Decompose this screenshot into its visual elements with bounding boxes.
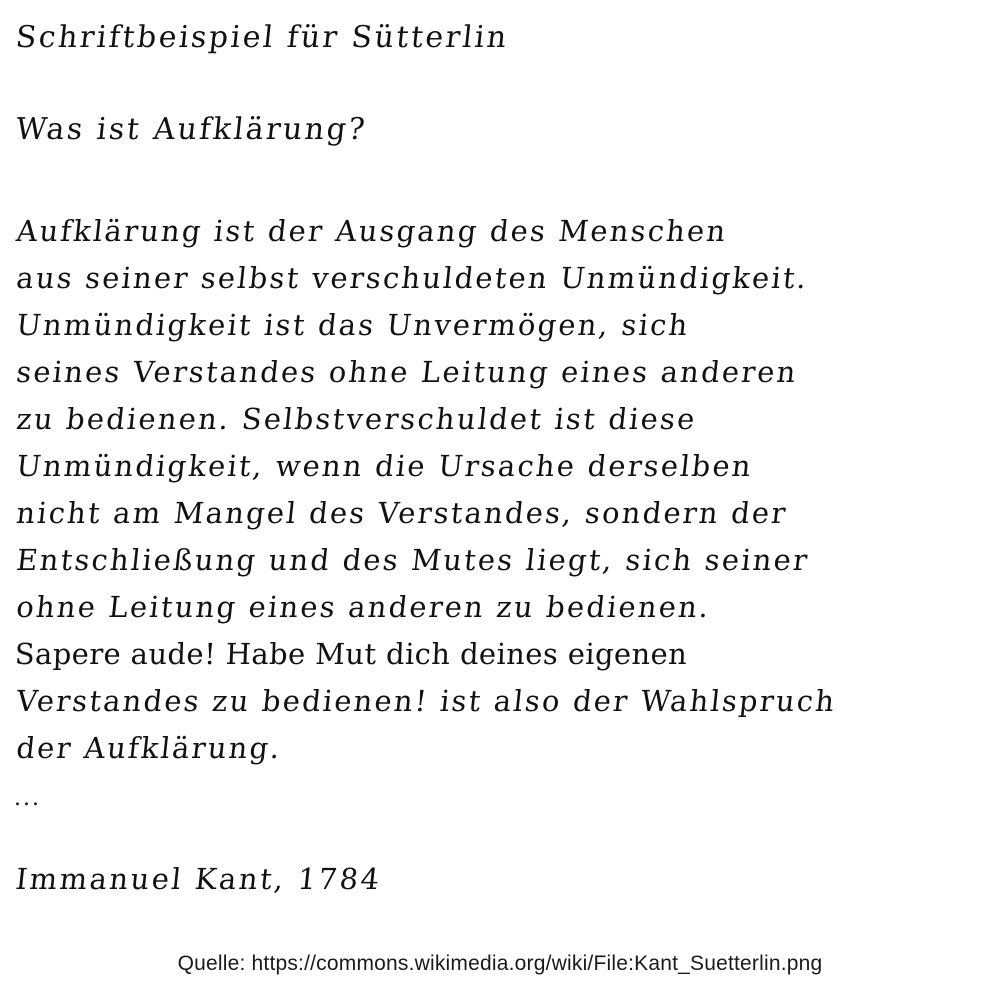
body-line: Entschließung und des Mutes liegt, sich seiner xyxy=(14,543,811,577)
body-line: Aufklärung ist der Ausgang des Menschen xyxy=(14,214,730,248)
body-line: der Aufklärung. xyxy=(14,731,284,765)
source-caption: Quelle: https://commons.wikimedia.org/wiki/File:Kant_Suetterlin.png xyxy=(177,952,823,975)
body-line: aus seiner selbst verschuldeten Unmündigkeit. xyxy=(14,261,811,295)
body-line: Unmündigkeit, wenn die Ursache derselben xyxy=(14,449,755,483)
body-line: Unmündigkeit ist das Unvermögen, sich xyxy=(14,308,692,342)
body-line: seines Verstandes ohne Leitung eines anderen xyxy=(14,355,800,389)
document-title: Schriftbeispiel für Sütterlin xyxy=(14,20,511,55)
body-line: Verstandes zu bedienen! ist also der Wahlspruch xyxy=(14,684,839,718)
document-subtitle: Was ist Aufklärung? xyxy=(14,112,369,147)
body-line: zu bedienen. Selbstverschuldet ist diese xyxy=(14,402,699,436)
body-ellipsis: ... xyxy=(14,786,41,811)
document-signature: Immanuel Kant, 1784 xyxy=(14,862,384,896)
body-line: Sapere aude! Habe Mut dich deines eigenen xyxy=(14,637,688,671)
body-line: nicht am Mangel des Verstandes, sondern der xyxy=(14,496,790,530)
document-body xyxy=(14,208,989,772)
body-line: ohne Leitung eines anderen zu bedienen. xyxy=(14,590,713,624)
